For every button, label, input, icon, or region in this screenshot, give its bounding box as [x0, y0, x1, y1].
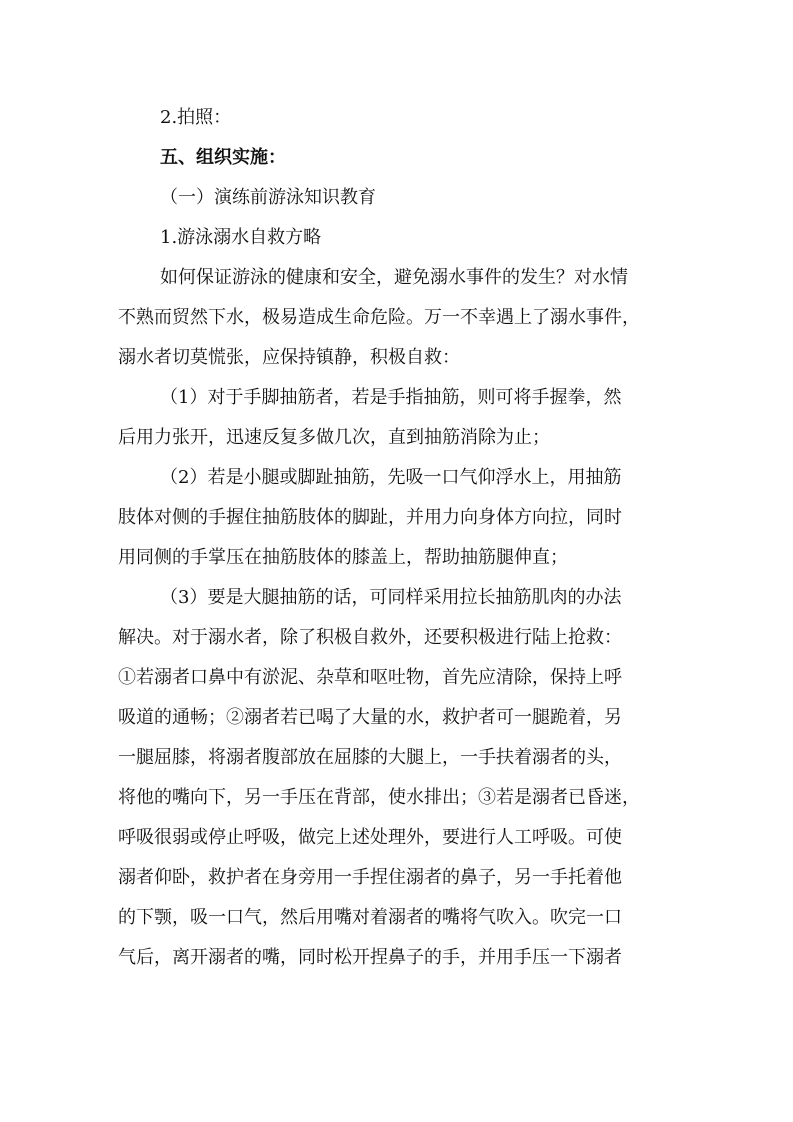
- item-heading: 1.游泳溺水自救方略: [160, 227, 322, 248]
- subsection-heading: （一）演练前游泳知识教育: [160, 187, 376, 208]
- paragraph-line: 吸道的通畅；②溺者若已喝了大量的水，救护者可一腿跪着，另: [118, 707, 622, 728]
- paragraph-line: 溺者仰卧，救护者在身旁用一手捏住溺者的鼻子，另一手托着他: [118, 867, 622, 888]
- photo-item: 2.拍照：: [160, 107, 232, 128]
- paragraph-line: 溺水者切莫慌张，应保持镇静，积极自救：: [118, 347, 460, 368]
- paragraph-line: ①若溺者口鼻中有淤泥、杂草和呕吐物，首先应清除，保持上呼: [118, 667, 622, 688]
- paragraph-line: 不熟而贸然下水，极易造成生命危险。万一不幸遇上了溺水事件，: [118, 307, 640, 328]
- paragraph-line: 解决。对于溺水者，除了积极自救外，还要积极进行陆上抢救：: [118, 627, 622, 648]
- paragraph-line: 后用力张开，迅速反复多做几次，直到抽筋消除为止；: [118, 427, 550, 448]
- paragraph-line: （2）若是小腿或脚趾抽筋，先吸一口气仰浮水上，用抽筋: [160, 467, 622, 488]
- paragraph-line: 气后，离开溺者的嘴，同时松开捏鼻子的手，并用手压一下溺者: [118, 947, 622, 968]
- document-body: [118, 98, 678, 978]
- paragraph-line: 肢体对侧的手握住抽筋肢体的脚趾，并用力向身体方向拉，同时: [118, 507, 622, 528]
- paragraph-line: 呼吸很弱或停止呼吸，做完上述处理外，要进行人工呼吸。可使: [118, 827, 622, 848]
- section-heading: 五、组织实施：: [160, 147, 286, 168]
- paragraph-line: （1）对于手脚抽筋者，若是手指抽筋，则可将手握拳，然: [160, 387, 622, 408]
- paragraph-line: （3）要是大腿抽筋的话，可同样采用拉长抽筋肌肉的办法: [160, 587, 622, 608]
- paragraph-line: 将他的嘴向下，另一手压在背部，使水排出；③若是溺者已昏迷，: [118, 787, 640, 808]
- paragraph-line: 如何保证游泳的健康和安全，避免溺水事件的发生？对水情: [160, 267, 628, 288]
- paragraph-line: 一腿屈膝，将溺者腹部放在屈膝的大腿上，一手扶着溺者的头，: [118, 747, 622, 768]
- paragraph-line: 的下颚，吸一口气，然后用嘴对着溺者的嘴将气吹入。吹完一口: [118, 907, 622, 928]
- paragraph-line: 用同侧的手掌压在抽筋肢体的膝盖上，帮助抽筋腿伸直；: [118, 547, 568, 568]
